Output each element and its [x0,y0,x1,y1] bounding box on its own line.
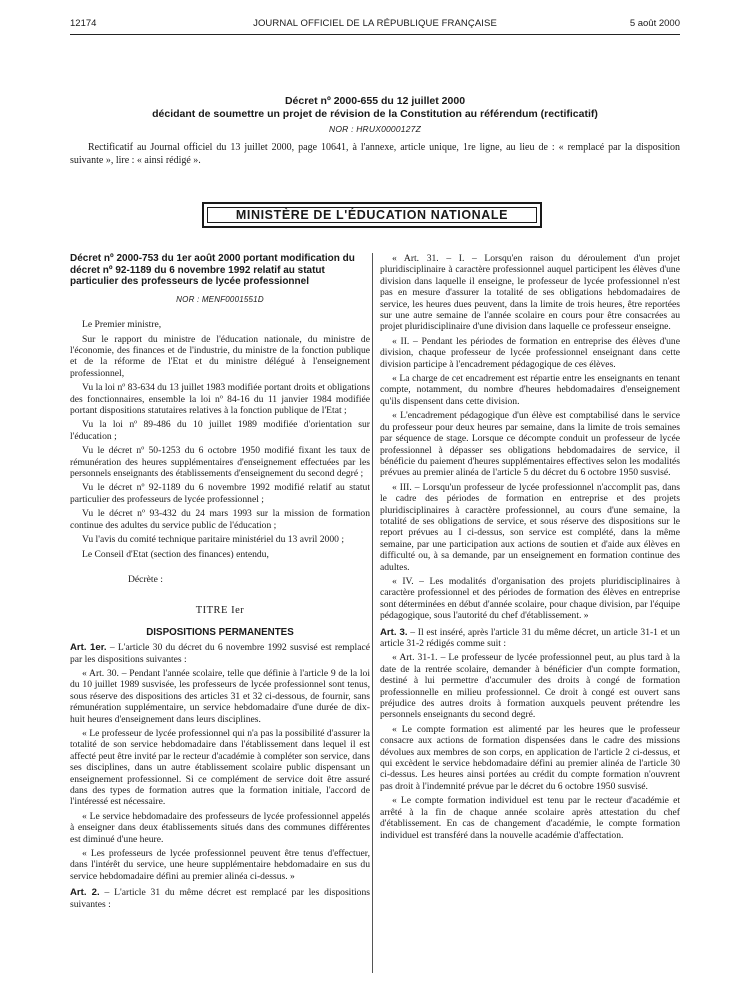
body-paragraph: « Le service hebdomadaire des professeurs de lycée professionnel appelés à enseigner dans deux établissements situés dans des communes différentes est diminué d'une heure. [70,810,370,845]
preamble-line: Vu le décret nº 93-432 du 24 mars 1993 sur la mission de formation continue des adultes du service public de l'éducation ; [70,508,370,531]
nor-reference: NOR : HRUX0000127Z [329,124,421,134]
ministry-title: MINISTÈRE DE L'ÉDUCATION NATIONALE [207,207,537,223]
body-paragraph: « Art. 30. – Pendant l'année scolaire, telle que définie à l'article 9 de la loi du 10 juillet 1989 susvisée, les professeurs de lycée professionnel sont tenus, sous réserve des dispositions des articles 31 et 32 ci-dessous, de fournir, sans rémunération supplémentaire, un service hebdomadaire d'une durée de dix-huit heures d'enseignement dans leurs disciplines. [70,667,370,725]
body-paragraph: « Le compte formation est alimenté par les heures que le professeur consacre aux actions de formation dispensées dans le cadre des missions dévolues aux membres de son corps, en application de l'article 2 ci-dessus, et qui excèdent le service hebdomadaire défini au premier alinéa de l'article 30 ci-dessus. Les heures ainsi portées au crédit du compte formation n'ouvrent pas droit à l'indemnité prévue par le décret du 6 octobre 1950 susvisé. [380,723,680,792]
body-paragraph: « II. – Pendant les périodes de formation en entreprise des élèves d'une division, chaque professeur de lycée professionnel enseignant dans cette division participe à l'encadrement pédagogique de ces élèves. [380,335,680,370]
body-paragraph: « Les professeurs de lycée professionnel peuvent être tenus d'effectuer, dans l'intérêt du service, une heure supplémentaire hebdomadaire en sus du service hebdomadaire défini au premier alinéa ci-dessus. » [70,848,370,882]
article-paragraph [70,887,370,910]
rectificatif-decree [70,95,680,134]
body-paragraph: « IV. – Les modalités d'organisation des projets pluridisciplinaires à caractère professionnel et des périodes de formation des élèves en entreprise sont déterminées en début d'année scolaire, pour chaque division, par l'équipe pédagogique, sous l'autorité du chef d'établissement. » [380,575,680,622]
decree-subtitle: décidant de soumettre un projet de révision de la Constitution au référendum (rectificatif) [152,108,598,120]
preamble-line: Vu la loi nº 83-634 du 13 juillet 1983 modifiée portant droits et obligations des fonctionnaires, ensemble la loi nº 84-16 du 11 janvier 1984 modifiée portant dispositions statutaires relatives à la fonction publique de l'Etat ; [70,382,370,417]
column-separator [372,253,373,973]
preamble-line: Vu le décret nº 50-1253 du 6 octobre 1950 modifié fixant les taux de rémunération des heures supplémentaires d'enseignement effectuées par les personnels enseignants des établissements d'enseignement du second degré ; [70,445,370,480]
article-text: – Il est inséré, après l'article 31 du même décret, un article 31-1 et un article 31-2 rédigés comme suit : [380,626,680,649]
article-paragraph [70,642,370,665]
decree-title: Décret nº 2000-753 du 1er août 2000 portant modification du décret nº 92-1189 du 6 novembre 1992 relatif au statut particulier des professeurs de lycée professionnel [70,253,355,288]
left-column [70,253,370,913]
rectificatif-text: Rectificatif au Journal officiel du 13 juillet 2000, page 10641, à l'annexe, article unique, 1re ligne, au lieu de : « remplacé par la disposition suivante », lire : « ainsi rédigé ». [70,142,680,166]
article-label: Art. 2. [70,887,100,899]
section-heading: DISPOSITIONS PERMANENTES [146,626,294,638]
right-column [380,253,680,844]
article-text: – L'article 30 du décret du 6 novembre 1992 susvisé est remplacé par les dispositions suivantes : [70,642,370,665]
page-header [70,18,680,32]
body-paragraph: « Le compte formation individuel est tenu par le recteur d'académie et arrêté à la fin de chaque année scolaire après attestation du chef d'établissement. En cas de changement d'académie, le compte formation individuel est transféré dans la nouvelle académie d'affectation. [380,795,680,841]
ministry-banner [202,202,542,228]
article-text: – L'article 31 du même décret est remplacé par les dispositions suivantes : [70,887,370,910]
article-label: Art. 3. [380,626,408,638]
journal-title: JOURNAL OFFICIEL DE LA RÉPUBLIQUE FRANÇAISE [253,18,497,29]
nor-reference: NOR : MENF0001551D [176,294,264,304]
body-paragraph: « III. – Lorsqu'un professeur de lycée professionnel n'accomplit pas, dans le cadre des périodes de formation en entreprise et des projets pluridisciplinaires à caractère professionnel, au cours d'une semaine, la totalité de ses obligations de service, et sous réserve des dispositions sur le report prévues au I ci-dessus, son service est complété, dans la même semaine, par une participation aux actions de soutien et d'aide aux élèves en difficulté ou, à sa demande, par un enseignement en formation continue des adultes. [380,481,680,573]
decrete-line: Décrète : [128,573,163,585]
preamble-line: Vu l'avis du comité technique paritaire ministériel du 13 avril 2000 ; [82,534,344,546]
body-paragraph: « Art. 31-1. – Le professeur de lycée professionnel peut, au plus tard à la date de la rentrée scolaire, demander à bénéficier d'un compte formation, destiné à lui permettre d'accumuler des droits à congé de formation professionnelle en milieu professionnel. Ce droit à congé est ouvert sans préjudice des autres droits à formation auxquels peuvent prétendre les personnels enseignants du second degré. [380,652,680,721]
body-paragraph: « La charge de cet encadrement est répartie entre les enseignants en tenant compte, notamment, du nombre d'heures hebdomadaires d'enseignement qu'ils dispensent dans cette division. [380,373,680,407]
preamble-line: Sur le rapport du ministre de l'éducation nationale, du ministre de l'économie, des finances et de l'industrie, du ministre de la fonction publique et de la réforme de l'Etat et du ministre délégué à l'enseignement professionnel, [70,333,370,379]
article-paragraph [380,627,680,650]
preamble-line: Vu la loi nº 89-486 du 10 juillet 1989 modifiée d'orientation sur l'éducation ; [70,419,370,442]
body-paragraph: « Le professeur de lycée professionnel qui n'a pas la possibilité d'assurer la totalité de son service hebdomadaire dans l'établissement dans lequel il est affecté peut être invité par le recteur d'académie à compléter son service, dans ses disciplines, dans un autre établissement scolaire public dispensant un enseignement professionnel. Si ce complément de service doit être assuré dans des types de formation autres que la formation initiale, l'accord de l'intéressé est nécessaire. [70,727,370,808]
decree-title: Décret nº 2000-655 du 12 juillet 2000 [284,95,466,107]
preamble-line: Le Conseil d'Etat (section des finances) entendu, [82,548,269,560]
header-rule [70,34,680,35]
issue-date: 5 août 2000 [629,18,680,29]
article-label: Art. 1er. [70,642,107,654]
preamble-line: Le Premier ministre, [82,319,162,331]
titre-heading: TITRE Ier [195,605,245,617]
body-paragraph: « Art. 31. – I. – Lorsqu'en raison du déroulement d'un projet pluridisciplinaire à caractère professionnel auquel participent les élèves d'une division dans laquelle il enseigne, le professeur de lycée professionnel n'est pas en mesure d'assurer la totalité de ses obligations hebdomadaires de service, les heures dues peuvent, dans la limite de trois heures, être reportées sur une autre semaine de l'année scolaire en cours pour être consacrées au projet pluridisciplinaire d'une division dans laquelle ce professeur enseigne. [380,253,680,333]
page-number: 12174 [70,18,97,29]
preamble-line: Vu le décret nº 92-1189 du 6 novembre 1992 modifié relatif au statut particulier des professeurs de lycée professionnel ; [70,482,370,505]
body-paragraph: « L'encadrement pédagogique d'un élève est comptabilisé dans le service du professeur pour deux heures par semaine, dans la limite de trois semaines par séquence de stage. Lorsque ce décompte conduit un professeur de lycée professionnel à dépasser ses obligations hebdomadaires de service, il bénéficie du paiement d'heures supplémentaires effectives selon les modalités prévues au premier alinéa de l'article 5 du décret du 6 octobre 1950 susvisé. [380,410,680,479]
